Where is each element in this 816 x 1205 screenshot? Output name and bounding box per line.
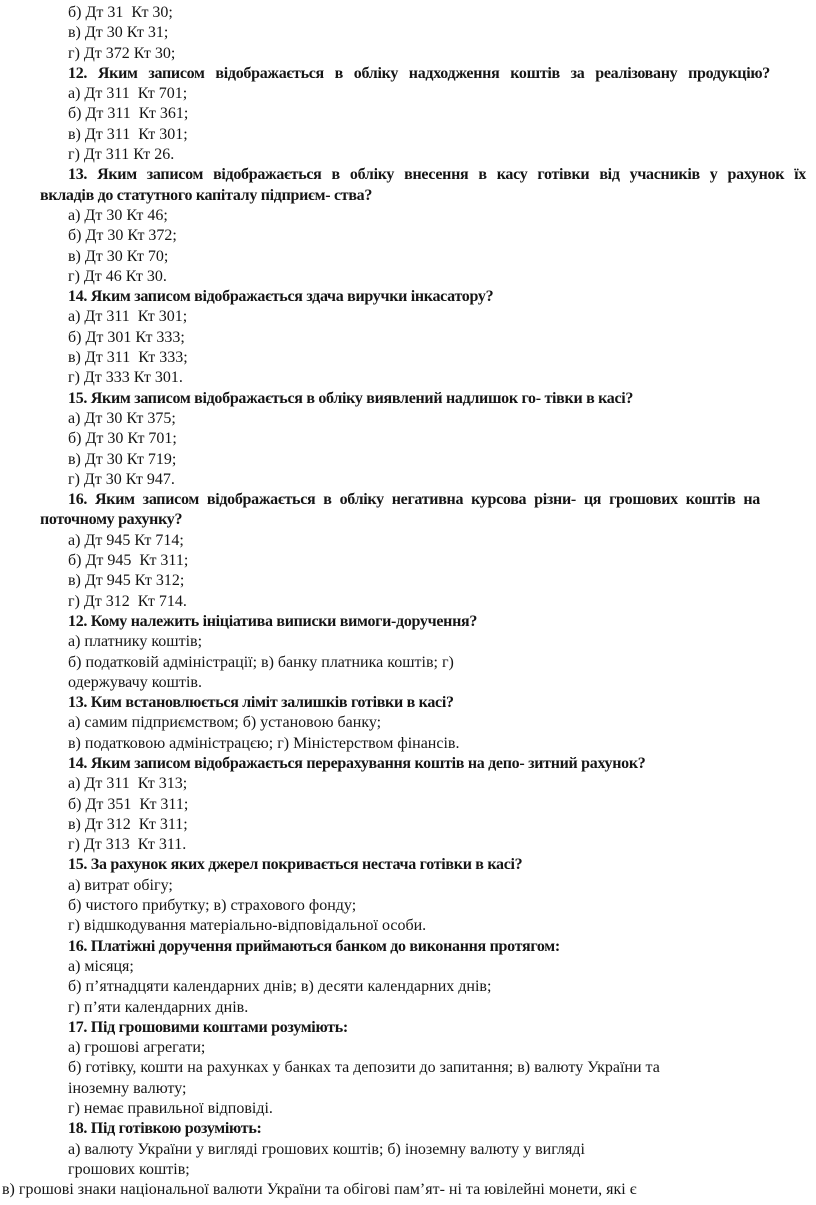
text-line: іноземну валюту; [68, 1079, 187, 1097]
text-line: в) Дт 311 Кт 301; [68, 125, 188, 143]
text-line: 15. За рахунок яких джерел покривається нестача готівки в касі? [68, 856, 523, 874]
text-line: а) Дт 311 Кт 301; [68, 308, 188, 326]
text-line: в) Дт 311 Кт 333; [68, 349, 188, 367]
text-line: 13. Ким встановлюється ліміт залишків готівки в касі? [68, 694, 454, 712]
text-line: в) грошові знаки національної валюти України та обігові пам’ят- ні та ювілейні монети, які є [2, 1181, 637, 1199]
text-line: г) Дт 333 Кт 301. [68, 369, 183, 387]
text-line: 18. Під готівкою розуміють: [68, 1120, 262, 1138]
text-line: а) Дт 945 Кт 714; [68, 531, 184, 549]
text-line: 14. Яким записом відображається здача виручки інкасатору? [68, 288, 494, 306]
text-line: поточному рахунку? [40, 511, 183, 529]
text-line: б) Дт 301 Кт 333; [68, 328, 185, 346]
text-line: в) Дт 30 Кт 719; [68, 450, 177, 468]
text-line: а) грошові агрегати; [68, 1039, 206, 1057]
text-line: 12. Яким записом відображається в обліку надходження коштів за реалізовану продукцію? [68, 64, 770, 82]
text-line: 16. Платіжні доручення приймаються банком до виконання протягом: [68, 937, 560, 955]
text-line: в) Дт 312 Кт 311; [68, 815, 188, 833]
text-line: б) готівку, кошти на рахунках у банках та депозити до запитання; в) валюту України та [68, 1059, 660, 1077]
text-line: а) Дт 30 Кт 375; [68, 409, 176, 427]
text-line: б) Дт 311 Кт 361; [68, 105, 189, 123]
text-line: а) місяця; [68, 957, 134, 975]
text-line: а) самим підприємством; б) установою банку; [68, 714, 382, 732]
text-line: г) Дт 312 Кт 714. [68, 592, 187, 610]
text-line: в) Дт 945 Кт 312; [68, 572, 185, 590]
text-line: грошових коштів; [68, 1160, 190, 1178]
text-line: б) Дт 351 Кт 311; [68, 795, 189, 813]
text-line: в) податковою адміністрацєю; г) Міністерством фінансів. [68, 734, 460, 752]
text-line: а) Дт 311 Кт 701; [68, 85, 188, 103]
text-line: г) Дт 30 Кт 947. [68, 470, 175, 488]
text-line: г) Дт 311 Кт 26. [68, 146, 175, 164]
text-line: а) Дт 30 Кт 46; [68, 206, 168, 224]
text-line: б) податковій адміністрації; в) банку платника коштів; г) [68, 653, 454, 671]
text-line: 16. Яким записом відображається в обліку негативна курсова різни- ця грошових коштів на [68, 491, 760, 509]
text-line: б) п’ятнадцяти календарних днів; в) десяти календарних днів; [68, 978, 492, 996]
text-line: г) немає правильної відповіді. [68, 1100, 273, 1118]
text-line: 12. Кому належить ініціатива виписки вимоги-доручення? [68, 612, 478, 630]
text-line: в) Дт 30 Кт 70; [68, 247, 169, 265]
text-line: в) Дт 30 Кт 31; [68, 24, 169, 42]
text-line: 15. Яким записом відображається в обліку виявлений надлишок го- тівки в касі? [68, 389, 634, 407]
text-line: г) Дт 46 Кт 30. [68, 267, 167, 285]
text-line: а) Дт 311 Кт 313; [68, 775, 188, 793]
text-line: б) Дт 31 Кт 30; [68, 4, 173, 21]
text-line: одержувачу коштів. [68, 673, 202, 691]
text-line: 13. Яким записом відображається в обліку внесення в касу готівки від учасників у рахунок їх [68, 166, 806, 184]
text-line: г) відшкодування матеріально-відповідальної особи. [68, 917, 427, 935]
text-line: б) чистого прибутку; в) страхового фонду; [68, 897, 357, 915]
text-line: 17. Під грошовими коштами розуміють: [68, 1018, 348, 1036]
text-line: а) платнику коштів; [68, 633, 203, 651]
text-line: г) Дт 372 Кт 30; [68, 44, 176, 62]
text-line: г) п’яти календарних днів. [68, 998, 249, 1016]
text-line: б) Дт 30 Кт 701; [68, 430, 177, 448]
text-line: г) Дт 313 Кт 311. [68, 836, 187, 854]
text-line: а) витрат обігу; [68, 876, 173, 894]
text-line: а) валюту України у вигляді грошових коштів; б) іноземну валюту у вигляді [68, 1140, 585, 1158]
text-line: 14. Яким записом відображається перерахування коштів на депо- зитний рахунок? [68, 754, 646, 772]
text-line: вкладів до статутного капіталу підприєм- ства? [40, 186, 373, 204]
text-line: б) Дт 30 Кт 372; [68, 227, 177, 245]
text-line: б) Дт 945 Кт 311; [68, 552, 189, 570]
